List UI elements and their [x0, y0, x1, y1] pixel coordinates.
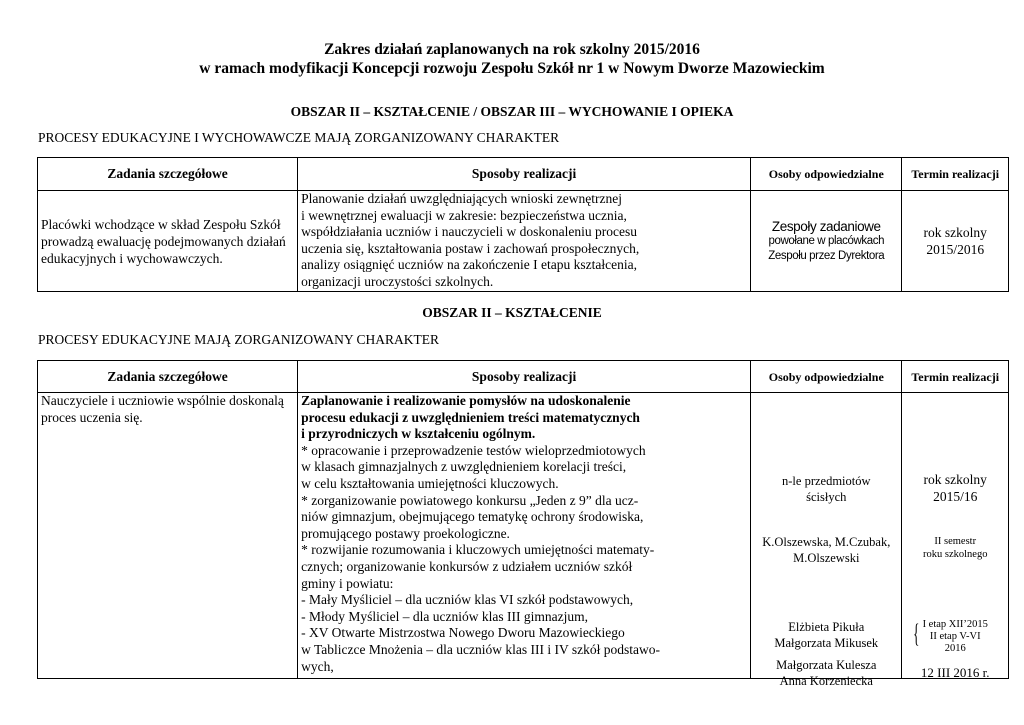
- section2-task-cell: Nauczyciele i uczniowie wspólnie doskonalą proces uczenia się.: [38, 393, 298, 679]
- method-line: * zorganizowanie powiatowego konkursu „Jeden z 9” dla ucz-: [301, 492, 639, 508]
- method-line: * opracowanie i przeprowadzenie testów wieloprzedmiotowych: [301, 442, 646, 458]
- method-line: uczenia się, kształtowania postaw i zachowań prospołecznych,: [301, 240, 640, 256]
- brace-icon: {: [913, 619, 920, 648]
- method-bold-line: Zaplanowanie i realizowanie pomysłów na udoskonalenie: [301, 393, 631, 408]
- section1-task-cell: Placówki wchodzące w skład Zespołu Szkół prowadzą ewaluację podejmowanych działań edukacyjnych i wychowawczych.: [38, 191, 298, 292]
- persons-group-3: [751, 619, 901, 651]
- persons-line: M.Olszewski: [793, 551, 860, 565]
- persons-line: Małgorzata Kulesza: [776, 658, 877, 672]
- method-line: organizacji uroczystości szkolnych.: [301, 273, 494, 289]
- section1-process-heading: PROCESY EDUKACYJNE I WYCHOWAWCZE MAJĄ ZORGANIZOWANY CHARAKTER: [38, 130, 560, 145]
- deadline-line: II etap V-VI: [929, 631, 981, 642]
- section1-method-cell: [298, 191, 751, 292]
- deadline-line: roku szkolnego: [923, 549, 988, 560]
- section2-table: [37, 360, 1009, 688]
- method-line: w Tabliczce Mnożenia – dla uczniów klas III i IV szkół podstawo-: [301, 641, 660, 657]
- persons-line: powołane w placówkach: [768, 234, 885, 247]
- deadline-line: II semestr: [934, 536, 977, 547]
- persons-line: Zespoły zadaniowe: [771, 218, 881, 234]
- persons-line: Małgorzata Mikusek: [774, 636, 879, 650]
- method-line: - Młody Myśliciel – dla uczniów klas III gimnazjum,: [301, 608, 588, 624]
- section2-area-heading: OBSZAR II – KSZTAŁCENIE: [422, 305, 602, 320]
- section1-table: [37, 157, 1009, 292]
- section2-header-tasks: Zadania szczegółowe: [38, 361, 298, 393]
- section1-header-methods: Sposoby realizacji: [298, 158, 751, 191]
- method-line: wych,: [301, 658, 334, 674]
- section1-header-persons: Osoby odpowiedzialne: [751, 158, 902, 191]
- persons-line: Anna Korzeniecka: [779, 674, 873, 688]
- persons-line: ścisłych: [806, 490, 847, 504]
- persons-line: Zespołu przez Dyrektora: [768, 249, 885, 262]
- deadline-group-3: [902, 619, 1008, 655]
- method-line: i wewnętrznej ewaluacji w zakresie: bezpieczeństwa ucznia,: [301, 207, 627, 223]
- section2-method-cell: [298, 393, 751, 679]
- method-line: Planowanie działań uwzględniających wnioski zewnętrznej: [301, 191, 623, 206]
- method-line: cznych; organizowanie konkursów z udziałem uczniów szkół: [301, 558, 633, 574]
- section1-header-deadline: Termin realizacji: [902, 158, 1009, 191]
- persons-group-4: [751, 657, 901, 689]
- deadline-line: rok szkolny: [923, 225, 987, 240]
- section1-header-tasks: Zadania szczegółowe: [38, 158, 298, 191]
- deadline-group-1: [902, 471, 1008, 505]
- method-line: analizy osiągnięć uczniów na zakończenie I etapu kształcenia,: [301, 257, 637, 272]
- section2-header-deadline: Termin realizacji: [902, 361, 1009, 393]
- title-line-1: Zakres działań zaplanowanych na rok szkolny 2015/2016: [324, 41, 700, 58]
- method-bold-line: procesu edukacji z uwzględnieniem treści matematycznych: [301, 409, 640, 425]
- section2-persons-cell: [751, 393, 902, 688]
- document-title: [0, 40, 1024, 78]
- section1-persons-cell: [751, 191, 902, 292]
- method-line: gminy i powiatu:: [301, 575, 394, 591]
- method-line: - Mały Myśliciel – dla uczniów klas VI szkół podstawowych,: [301, 592, 634, 608]
- section2-process-heading: PROCESY EDUKACYJNE MAJĄ ZORGANIZOWANY CHARAKTER: [38, 332, 440, 347]
- method-bold-line: i przyrodniczych w kształceniu ogólnym.: [301, 426, 536, 442]
- method-line: w celu kształtowania umiejętności kluczowych.: [301, 475, 559, 491]
- method-line: * rozwijanie rozumowania i kluczowych umiejętności matematy-: [301, 542, 655, 558]
- persons-group-2: [751, 534, 901, 566]
- method-line: współdziałania uczniów i nauczycieli w doskonaleniu procesu: [301, 224, 638, 239]
- persons-line: K.Olszewska, M.Czubak,: [762, 535, 891, 549]
- method-line: niów gimnazjum, obejmującego tematykę ochrony środowiska,: [301, 509, 644, 525]
- deadline-group-4: 12 III 2016 r.: [920, 665, 990, 680]
- method-line: w klasach gimnazjalnych z uwzględnieniem korelacji treści,: [301, 459, 627, 475]
- section2-header-methods: Sposoby realizacji: [298, 361, 751, 393]
- section2-header-persons: Osoby odpowiedzialne: [751, 361, 902, 393]
- method-line: promującego postawy proekologiczne.: [301, 525, 510, 541]
- persons-line: n-le przedmiotów: [782, 474, 871, 488]
- deadline-line: rok szkolny: [923, 472, 987, 487]
- deadline-line: 2016: [944, 643, 966, 654]
- deadline-line: 2015/2016: [926, 242, 985, 257]
- section1-deadline-cell: [902, 191, 1009, 292]
- deadline-group-2: [902, 535, 1008, 561]
- persons-line: Elżbieta Pikuła: [788, 620, 865, 634]
- persons-group-1: [751, 473, 901, 505]
- deadline-line: 2015/16: [933, 489, 978, 504]
- method-line: - XV Otwarte Mistrzostwa Nowego Dworu Mazowieckiego: [301, 625, 625, 641]
- section2-deadline-cell: [902, 393, 1009, 679]
- deadline-line: I etap XII’2015: [922, 619, 988, 630]
- section1-area-heading: OBSZAR II – KSZTAŁCENIE / OBSZAR III – WYCHOWANIE I OPIEKA: [290, 104, 734, 119]
- title-line-2: w ramach modyfikacji Koncepcji rozwoju Zespołu Szkół nr 1 w Nowym Dworze Mazowieckim: [199, 60, 825, 77]
